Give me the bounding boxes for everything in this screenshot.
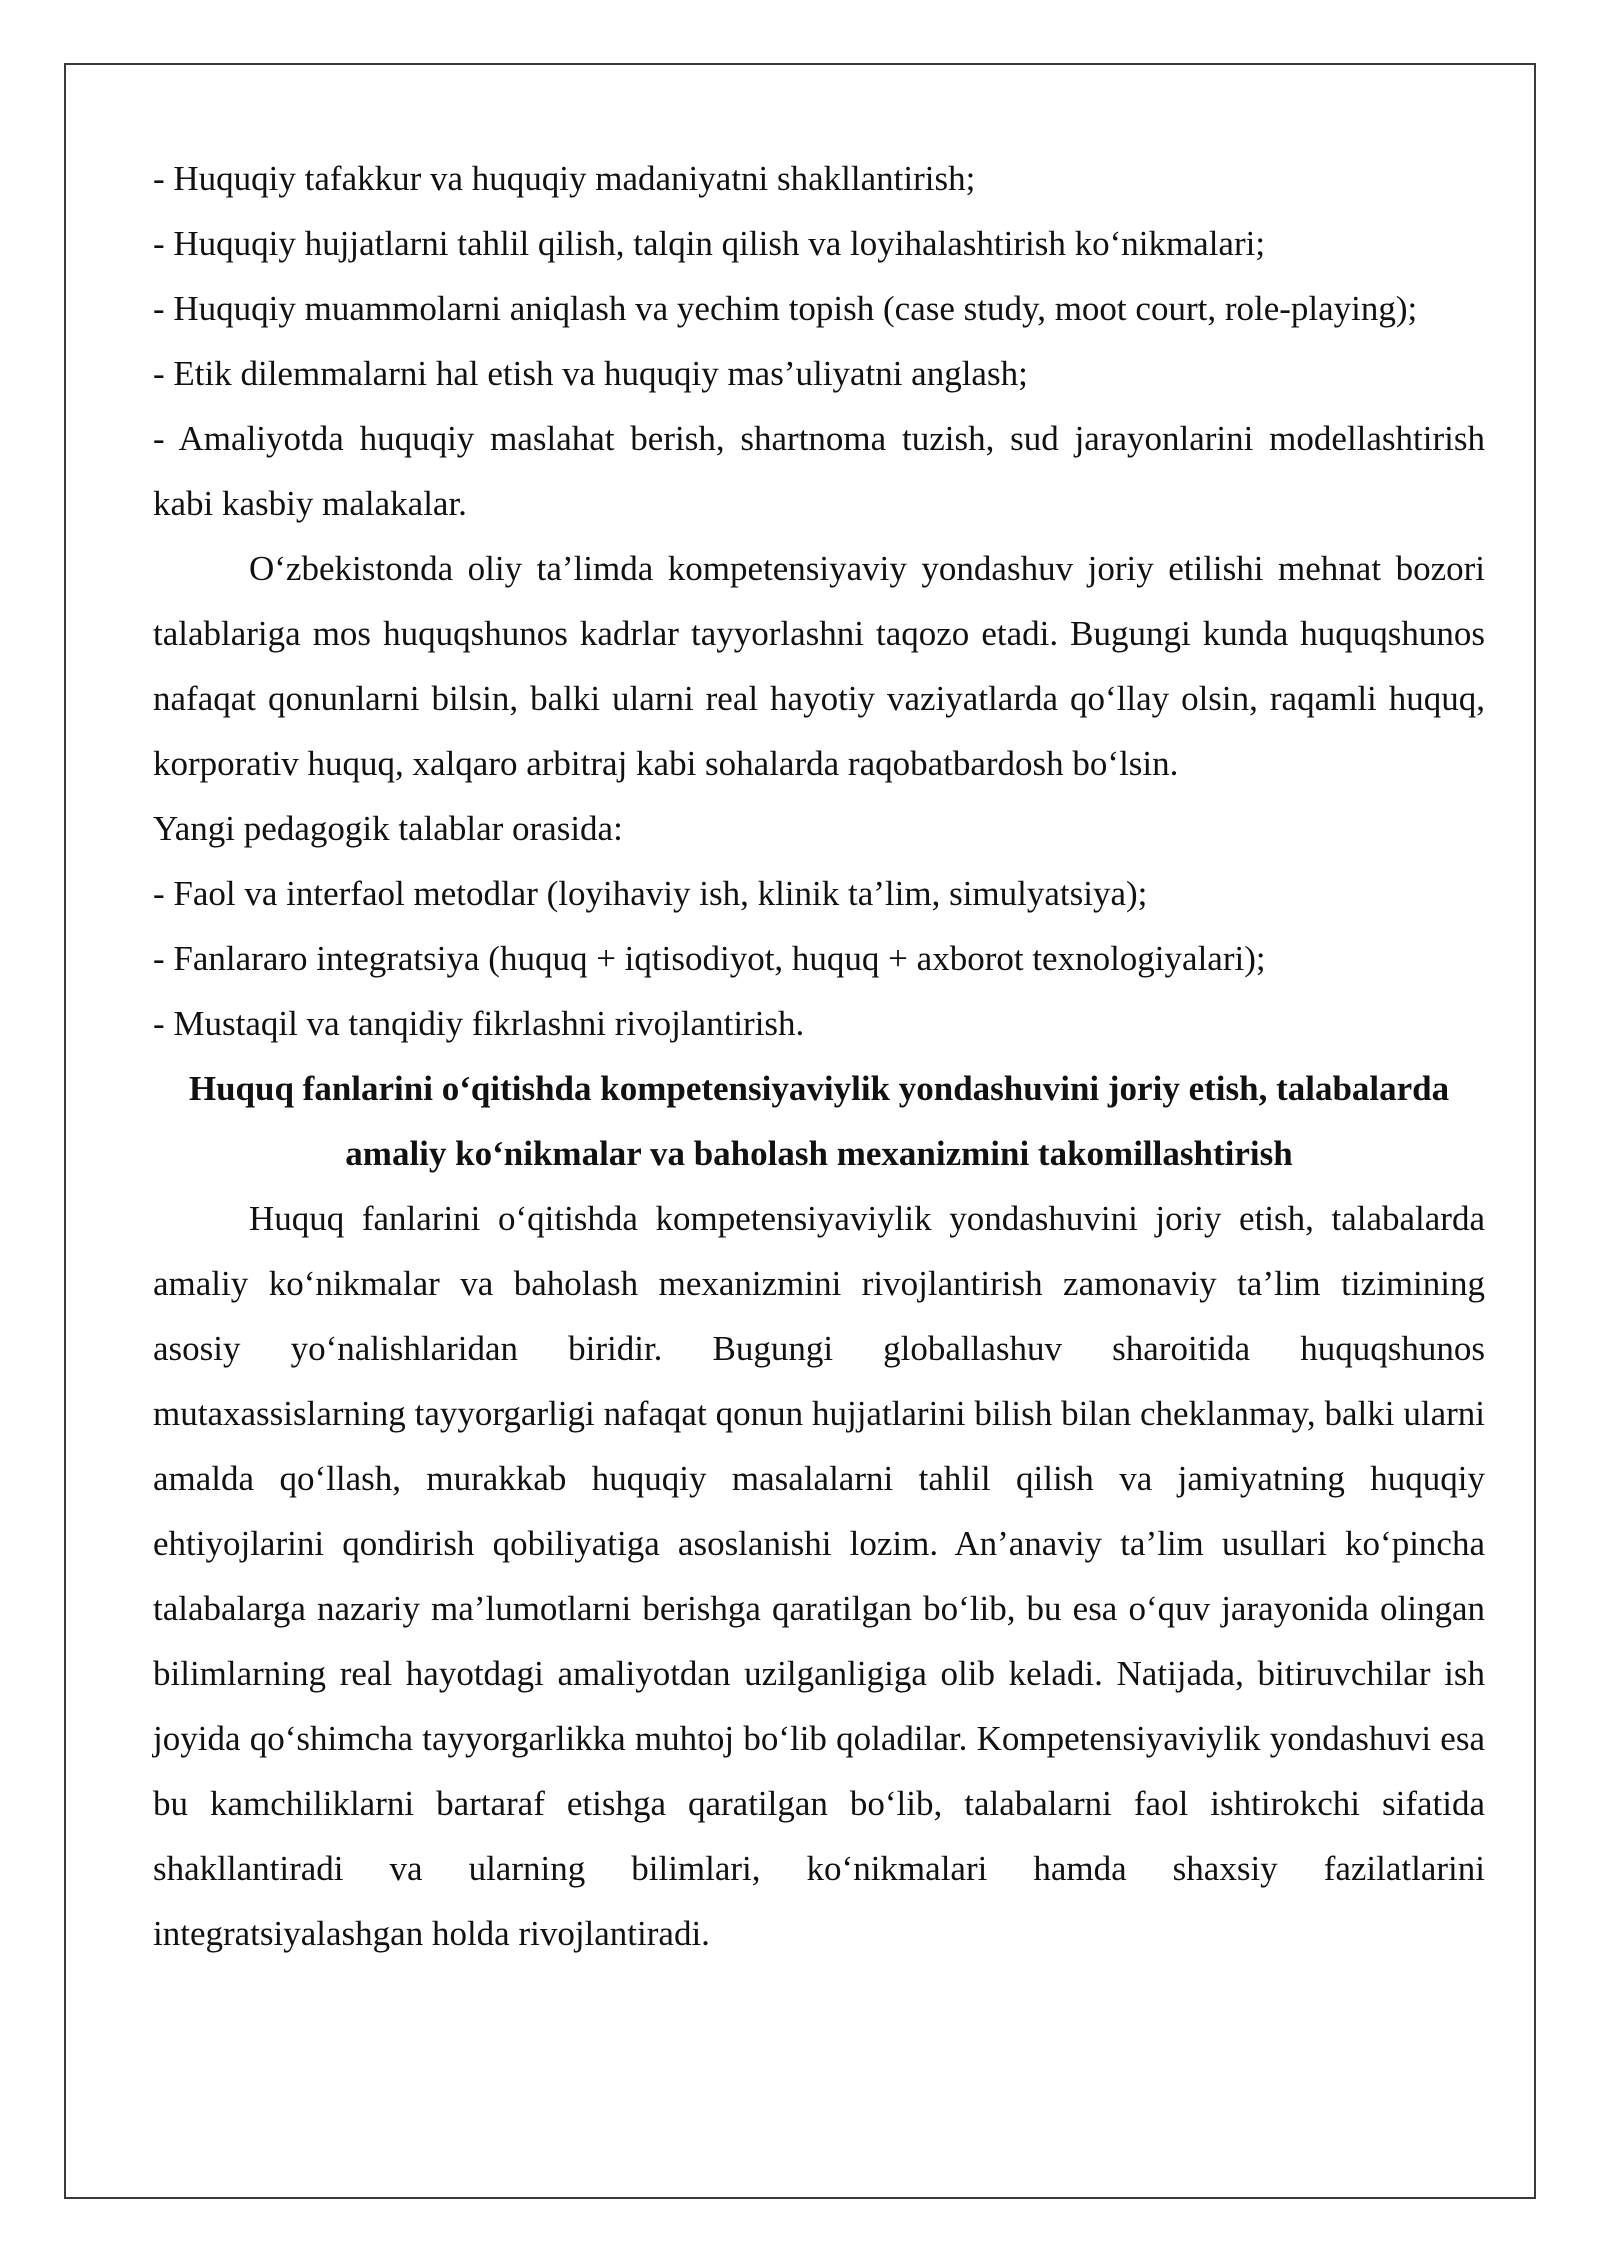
- section-heading: Huquq fanlarini o‘qitishda kompetensiyaviylik yondashuvini joriy etish, talabalarda amaliy ko‘nikmalar va baholash mexanizmini takomillashtirish: [188, 1069, 1450, 1173]
- bullet-item: - Huquqiy hujjatlarni tahlil qilish, talqin qilish va loyihalashtirish ko‘nikmalari;: [153, 224, 1266, 263]
- requirement-item: - Mustaqil va tanqidiy fikrlashni rivojlantirish.: [153, 1004, 805, 1043]
- bullet-item: - Huquqiy muammolarni aniqlash va yechim topish (case study, moot court, role-playing);: [153, 289, 1418, 328]
- requirement-item: - Fanlararo integratsiya (huquq + iqtisodiyot, huquq + axborot texnologiyalari);: [153, 939, 1266, 978]
- paragraph: Huquq fanlarini o‘qitishda kompetensiyaviylik yondashuvini joriy etish, talabalarda amaliy ko‘nikmalar va baholash mexanizmini rivojlantirish zamonaviy ta’lim tizimining asosiy yo‘nalishlaridan biridir. Bugungi globallashuv sharoitida huquqshunos mutaxassislarning tayyorgarligi nafaqat qonun hujjatlarini bilish bilan cheklanmay, balki ularni amalda qo‘llash, murakkab huquqiy masalalarni tahlil qilish va jamiyatning huquqiy ehtiyojlarini qondirish qobiliyatiga asoslanishi lozim. An’anaviy ta’lim usullari ko‘pincha talabalarga nazariy ma’lumotlarni berishga qaratilgan bo‘lib, bu esa o‘quv jarayonida olingan bilimlarning real hayotdagi amaliyotdan uzilganligiga olib keladi. Natijada, bitiruvchilar ish joyida qo‘shimcha tayyorgarlikka muhtoj bo‘lib qoladilar. Kompetensiyaviylik yondashuvi esa bu kamchiliklarni bartaraf etishga qaratilgan bo‘lib, talabalarni faol ishtirokchi sifatida shakllantiradi va ularning bilimlari, ko‘nikmalari hamda shaxsiy fazilatlarini integratsiyalashgan holda rivojlantiradi.: [153, 1199, 1485, 1953]
- bullet-item: - Amaliyotda huquqiy maslahat berish, shartnoma tuzish, sud jarayonlarini modellashtirish kabi kasbiy malakalar.: [153, 419, 1485, 523]
- requirements-intro: Yangi pedagogik talablar orasida:: [153, 809, 623, 848]
- bullet-item: - Etik dilemmalarni hal etish va huquqiy mas’uliyatni anglash;: [153, 354, 1028, 393]
- document-body: [153, 146, 1485, 1966]
- requirement-item: - Faol va interfaol metodlar (loyihaviy ish, klinik ta’lim, simulyatsiya);: [153, 874, 1148, 913]
- paragraph: O‘zbekistonda oliy ta’limda kompetensiyaviy yondashuv joriy etilishi mehnat bozori talablariga mos huquqshunos kadrlar tayyorlashni taqozo etadi. Bugungi kunda huquqshunos nafaqat qonunlarni bilsin, balki ularni real hayotiy vaziyatlarda qo‘llay olsin, raqamli huquq, korporativ huquq, xalqaro arbitraj kabi sohalarda raqobatbardosh bo‘lsin.: [153, 549, 1485, 783]
- bullet-item: - Huquqiy tafakkur va huquqiy madaniyatni shakllantirish;: [153, 159, 976, 198]
